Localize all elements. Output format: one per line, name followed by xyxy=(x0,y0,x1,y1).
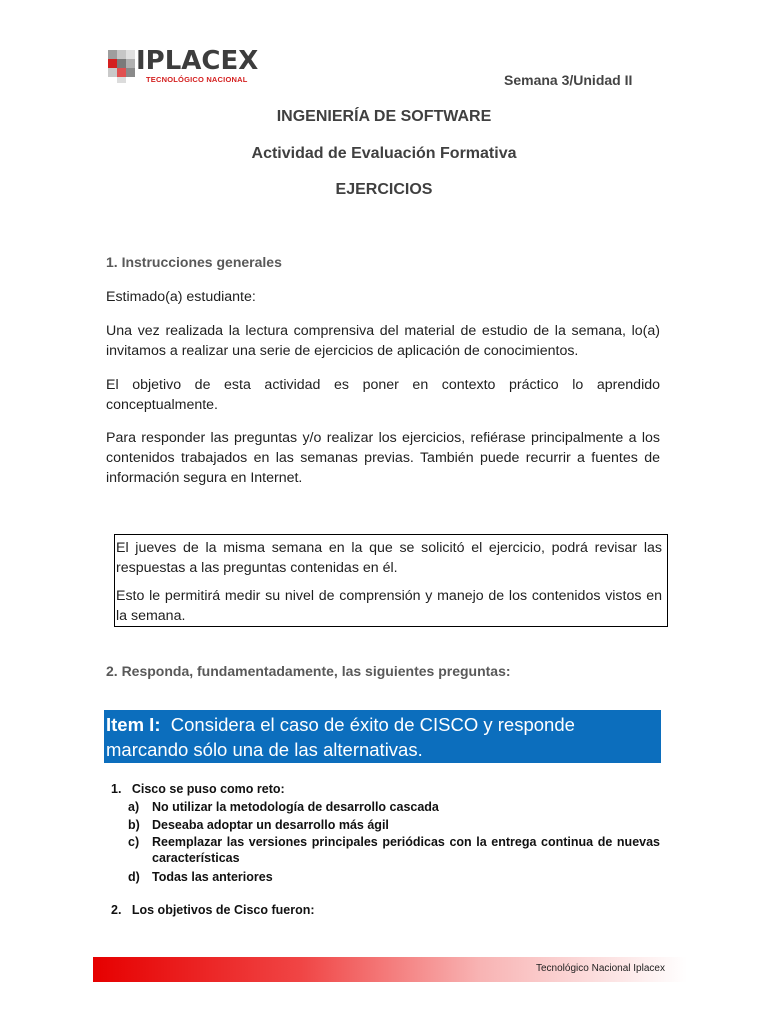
logo-mosaic-icon xyxy=(108,50,136,84)
iplacex-logo xyxy=(108,48,258,88)
item-label: Item I: xyxy=(106,714,161,735)
question-text: Cisco se puso como reto: xyxy=(131,782,285,796)
paragraph-3: Para responder las preguntas y/o realizar los ejercicios, refiérase principalmente a los contenidos trabajados en las semanas previas. También puede recurrir a fuentes de información segura en Internet. xyxy=(106,430,660,486)
option-text: Todas las anteriores xyxy=(152,870,273,884)
greeting: Estimado(a) estudiante: xyxy=(106,289,256,305)
notice-line-1: El jueves de la misma semana en la que se solicitó el ejercicio, podrá revisar las respuestas a las preguntas contenidas en él. xyxy=(116,540,662,576)
paragraph-2: El objetivo de esta actividad es poner en contexto práctico lo aprendido conceptualmente. xyxy=(106,377,660,413)
paragraph-1: Una vez realizada la lectura comprensiva del material de estudio de la semana, lo(a) invitamos a realizar una serie de ejercicios de aplicación de conocimientos. xyxy=(106,323,660,359)
question-1 xyxy=(111,782,285,796)
option-label: c) xyxy=(128,835,140,849)
section1-heading: 1. Instrucciones generales xyxy=(106,254,282,270)
logo-subtitle: TECNOLÓGICO NACIONAL xyxy=(146,75,248,84)
footer-text: Tecnológico Nacional Iplacex xyxy=(536,963,665,974)
question-text: Los objetivos de Cisco fueron: xyxy=(131,903,315,917)
item-banner xyxy=(104,710,661,763)
activity-title: Actividad de Evaluación Formativa xyxy=(251,145,517,162)
notice-box xyxy=(114,534,668,627)
option-label: b) xyxy=(128,818,140,832)
option-c xyxy=(128,834,660,868)
type-title: EJERCICIOS xyxy=(335,181,433,198)
week-unit-label: Semana 3/Unidad II xyxy=(504,72,633,88)
course-title: INGENIERÍA DE SOFTWARE xyxy=(276,108,492,125)
item-text: Considera el caso de éxito de CISCO y responde marcando sólo una de las alternativas. xyxy=(106,714,575,760)
logo-name: IPLACEX xyxy=(136,46,259,76)
question-2 xyxy=(111,903,315,917)
option-text: No utilizar la metodología de desarrollo cascada xyxy=(152,800,439,814)
option-text: Deseaba adoptar un desarrollo más ágil xyxy=(152,818,389,832)
section2-heading: 2. Responda, fundamentadamente, las siguientes preguntas: xyxy=(106,663,511,679)
option-label: a) xyxy=(128,800,140,814)
question-number: 2. xyxy=(111,903,122,917)
option-text: Reemplazar las versiones principales periódicas con la entrega continua de nuevas características xyxy=(152,835,660,865)
question-number: 1. xyxy=(111,782,122,796)
notice-line-2: Esto le permitirá medir su nivel de comprensión y manejo de los contenidos vistos en la semana. xyxy=(116,588,662,624)
option-label: d) xyxy=(128,870,140,884)
